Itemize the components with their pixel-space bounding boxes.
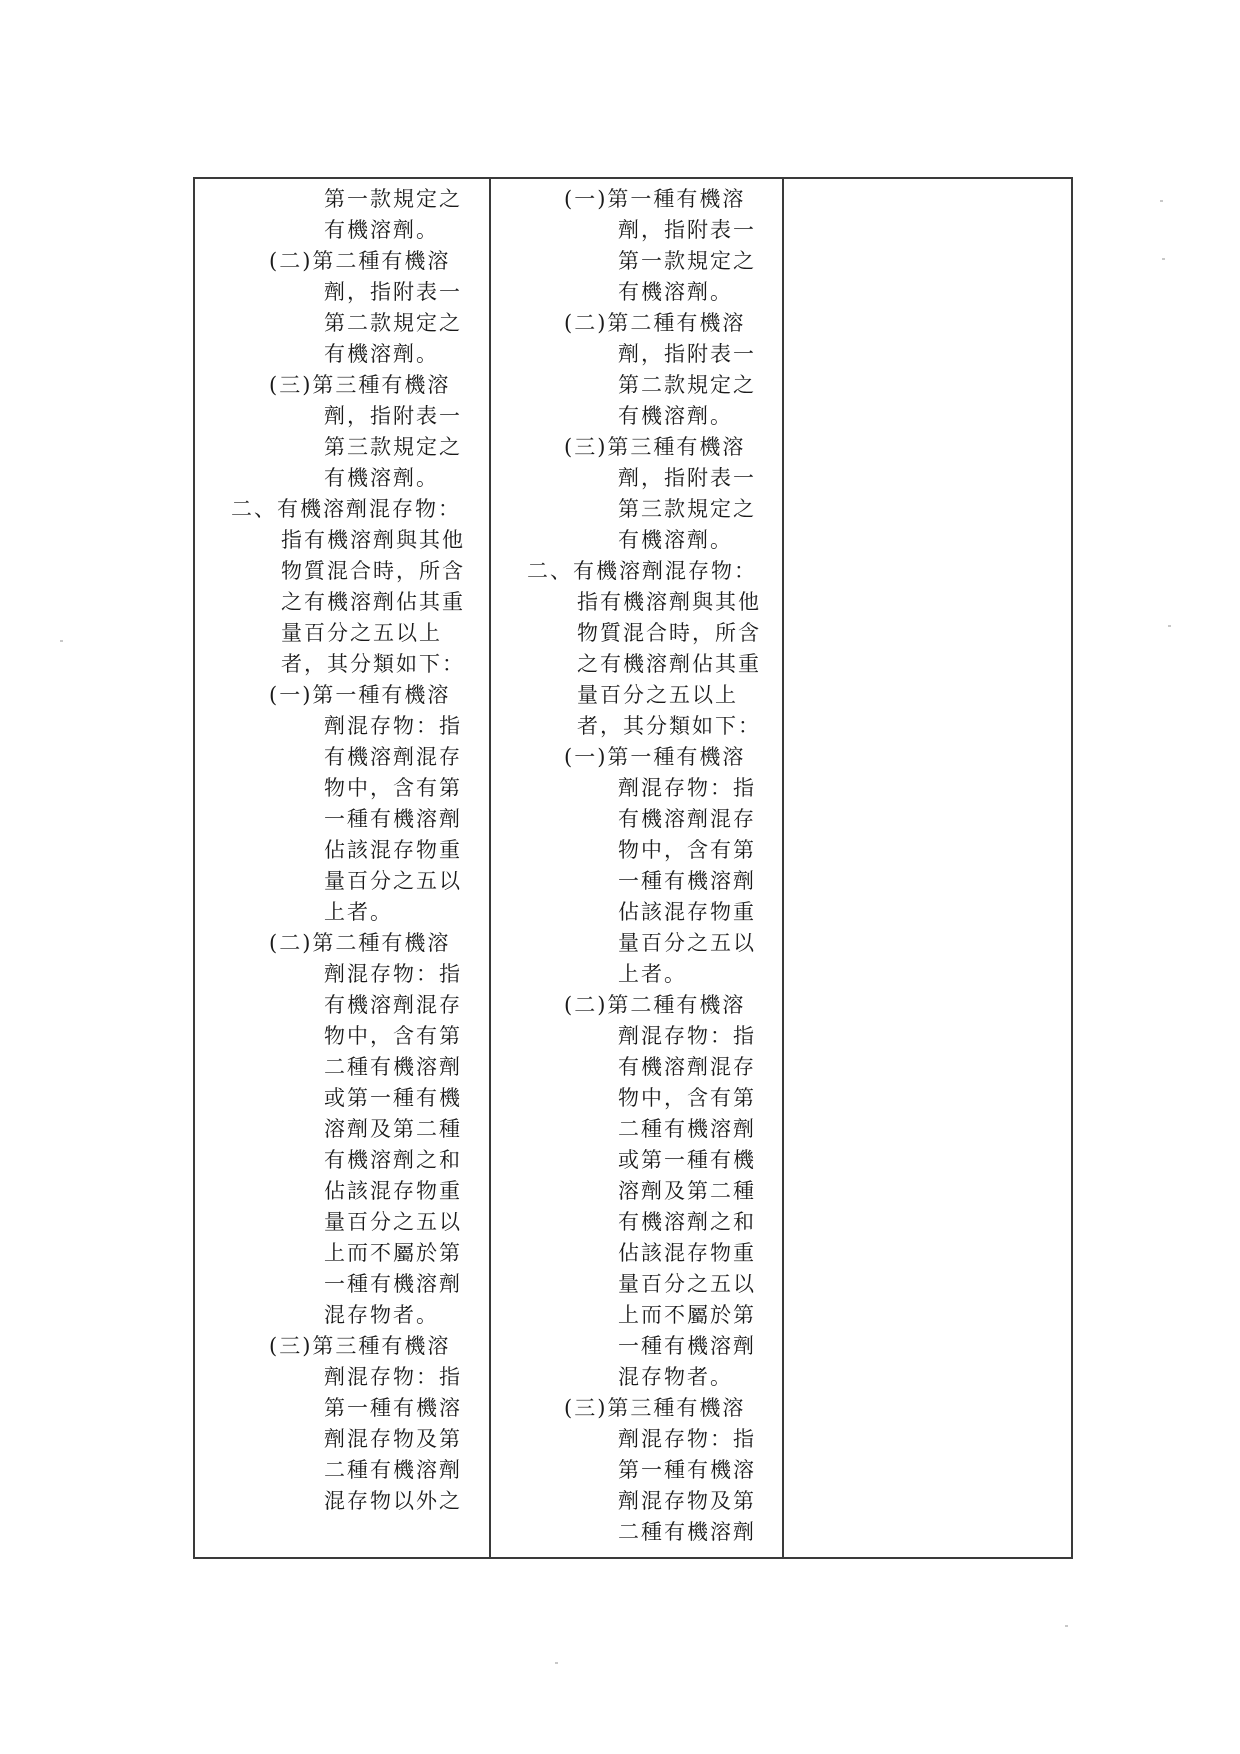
text-line: 上而不屬於第: [324, 1241, 462, 1265]
text-line: 量百分之五以: [618, 931, 756, 955]
text-line: 劑混存物：指: [324, 962, 462, 986]
text-line: 一種有機溶劑: [324, 1272, 462, 1296]
text-line: 者，其分類如下：: [281, 652, 465, 676]
text-line: 一種有機溶劑: [618, 869, 756, 893]
text-line: 二、有機溶劑混存物：: [527, 559, 757, 583]
text-line: 混存物者。: [324, 1303, 439, 1327]
text-line: 一種有機溶劑: [324, 807, 462, 831]
text-line: 或第一種有機: [324, 1086, 462, 1110]
text-line: (二)第二種有機溶: [564, 311, 746, 335]
text-line: 有機溶劑。: [618, 404, 733, 428]
text-line: 第一種有機溶: [324, 1396, 462, 1420]
text-line: 上者。: [324, 900, 393, 924]
text-line: 劑混存物：指: [324, 714, 462, 738]
scan-speck: [60, 640, 63, 642]
scan-speck: [1168, 625, 1171, 627]
text-line: 指有機溶劑與其他: [281, 528, 465, 552]
text-line: (一)第一種有機溶: [269, 683, 451, 707]
text-line: 溶劑及第二種: [324, 1117, 462, 1141]
text-line: 劑，指附表一: [618, 218, 756, 242]
text-line: 物質混合時，所含: [577, 621, 761, 645]
text-line: 第一種有機溶: [618, 1458, 756, 1482]
text-line: 有機溶劑之和: [618, 1210, 756, 1234]
text-line: 二種有機溶劑: [618, 1520, 756, 1544]
text-line: 劑，指附表一: [324, 404, 462, 428]
text-line: (二)第二種有機溶: [564, 993, 746, 1017]
text-line: 佔該混存物重: [324, 838, 462, 862]
text-line: (一)第一種有機溶: [564, 745, 746, 769]
text-line: 物中，含有第: [618, 838, 756, 862]
text-line: 二、有機溶劑混存物：: [231, 497, 461, 521]
text-line: 二種有機溶劑: [618, 1117, 756, 1141]
text-line: (三)第三種有機溶: [269, 1334, 451, 1358]
text-line: 有機溶劑。: [324, 342, 439, 366]
text-line: 有機溶劑之和: [324, 1148, 462, 1172]
text-line: 有機溶劑。: [618, 280, 733, 304]
text-line: 上者。: [618, 962, 687, 986]
text-line: 有機溶劑混存: [618, 807, 756, 831]
text-line: 劑混存物：指: [618, 1427, 756, 1451]
text-line: 物質混合時，所含: [281, 559, 465, 583]
text-line: 之有機溶劑佔其重: [577, 652, 761, 676]
text-line: 劑混存物：指: [618, 1024, 756, 1048]
text-line: (三)第三種有機溶: [564, 1396, 746, 1420]
text-line: 量百分之五以: [324, 1210, 462, 1234]
text-line: 上而不屬於第: [618, 1303, 756, 1327]
text-line: 指有機溶劑與其他: [577, 590, 761, 614]
text-line: 佔該混存物重: [618, 900, 756, 924]
text-line: 有機溶劑混存: [324, 745, 462, 769]
text-line: 劑，指附表一: [618, 342, 756, 366]
column-3: [784, 179, 1071, 1557]
text-line: 有機溶劑。: [324, 466, 439, 490]
scan-speck: [555, 1662, 558, 1664]
scan-speck: [1162, 258, 1165, 260]
text-line: 物中，含有第: [324, 1024, 462, 1048]
text-line: 量百分之五以上: [281, 621, 442, 645]
text-line: 劑，指附表一: [324, 280, 462, 304]
text-line: (三)第三種有機溶: [269, 373, 451, 397]
text-line: 劑，指附表一: [618, 466, 756, 490]
text-line: 第二款規定之: [618, 373, 756, 397]
text-line: 量百分之五以上: [577, 683, 738, 707]
text-line: 第二款規定之: [324, 311, 462, 335]
text-line: 劑混存物及第: [324, 1427, 462, 1451]
text-line: 第三款規定之: [324, 435, 462, 459]
text-line: 二種有機溶劑: [324, 1055, 462, 1079]
text-line: 有機溶劑。: [324, 218, 439, 242]
scan-speck: [1065, 1625, 1068, 1627]
text-line: (二)第二種有機溶: [269, 249, 451, 273]
text-line: 劑混存物：指: [324, 1365, 462, 1389]
text-line: 二種有機溶劑: [324, 1458, 462, 1482]
column-2: [491, 179, 784, 1557]
text-line: 有機溶劑混存: [618, 1055, 756, 1079]
text-line: 量百分之五以: [324, 869, 462, 893]
text-line: (一)第一種有機溶: [564, 187, 746, 211]
text-line: 者，其分類如下：: [577, 714, 761, 738]
text-line: 佔該混存物重: [324, 1179, 462, 1203]
text-line: 混存物以外之: [324, 1489, 462, 1513]
text-line: 一種有機溶劑: [618, 1334, 756, 1358]
text-line: 溶劑及第二種: [618, 1179, 756, 1203]
text-line: (二)第二種有機溶: [269, 931, 451, 955]
text-line: 之有機溶劑佔其重: [281, 590, 465, 614]
scan-speck: [1160, 200, 1163, 202]
text-line: 物中，含有第: [618, 1086, 756, 1110]
text-line: 佔該混存物重: [618, 1241, 756, 1265]
comparison-table: [193, 177, 1073, 1559]
text-line: 混存物者。: [618, 1365, 733, 1389]
text-line: 或第一種有機: [618, 1148, 756, 1172]
text-line: 有機溶劑。: [618, 528, 733, 552]
text-line: 第三款規定之: [618, 497, 756, 521]
text-line: 第一款規定之: [618, 249, 756, 273]
text-line: 劑混存物：指: [618, 776, 756, 800]
column-1: [195, 179, 491, 1557]
text-line: 第一款規定之: [324, 187, 462, 211]
text-line: 劑混存物及第: [618, 1489, 756, 1513]
text-line: 有機溶劑混存: [324, 993, 462, 1017]
text-line: (三)第三種有機溶: [564, 435, 746, 459]
text-line: 物中，含有第: [324, 776, 462, 800]
text-line: 量百分之五以: [618, 1272, 756, 1296]
